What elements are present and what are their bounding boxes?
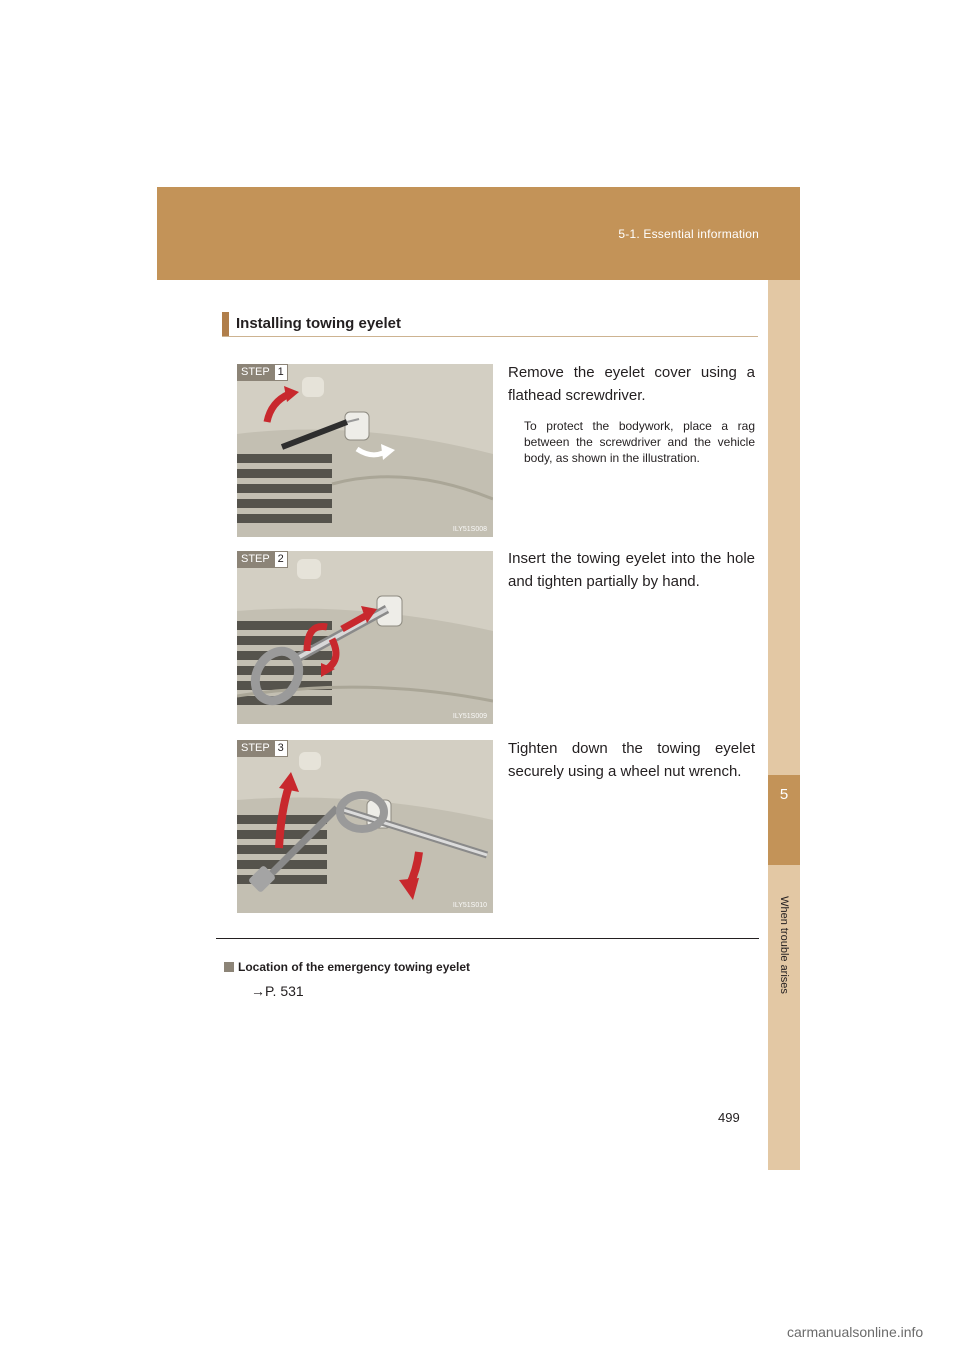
step-3-badge-label: STEP <box>237 740 274 757</box>
side-strip <box>768 280 800 1170</box>
subsection-title: Installing towing eyelet <box>236 315 402 332</box>
info-heading <box>224 960 470 974</box>
step-3-badge-number: 3 <box>274 740 288 757</box>
step-3-code: ILY51S010 <box>452 902 487 909</box>
step-1-code: ILY51S008 <box>452 526 487 533</box>
step-1-illustration <box>237 364 493 537</box>
info-heading-text: Location of the emergency towing eyelet <box>238 960 471 974</box>
subsection-bar <box>222 312 229 336</box>
step-1-badge-number: 1 <box>274 364 288 381</box>
step-2-badge-number: 2 <box>274 551 288 568</box>
chapter-number: 5 <box>779 786 789 803</box>
step-2-text: Insert the towing eyelet into the hole and tighten partially by hand. <box>508 550 755 590</box>
watermark: carmanualsonline.info <box>787 1324 924 1340</box>
step-2-code: ILY51S009 <box>452 713 487 720</box>
step-1-text: Remove the eyelet cover using a flathead screwdriver. <box>508 364 755 404</box>
chapter-label-text: When trouble arises <box>778 896 790 994</box>
section-title: 5-1. Essential information <box>618 227 759 241</box>
step-1-badge <box>237 364 288 381</box>
subsection-header <box>222 312 758 337</box>
step-1-badge-label: STEP <box>237 364 274 381</box>
chapter-label <box>772 880 796 1010</box>
step-1-note: To protect the bodywork, place a rag between the screwdriver and the vehicle body, as shown in the illustration. <box>524 419 755 465</box>
step-2-badge <box>237 551 288 568</box>
square-bullet-icon <box>224 962 234 972</box>
step-3-badge <box>237 740 288 757</box>
step-2-illustration <box>237 551 493 724</box>
info-reference: →P. 531 <box>251 983 304 999</box>
step-3-illustration <box>237 740 493 913</box>
step-2-badge-label: STEP <box>237 551 274 568</box>
step-3-text: Tighten down the towing eyelet securely using a wheel nut wrench. <box>508 740 755 780</box>
divider-rule <box>216 938 759 939</box>
page-number: 499 <box>718 1110 740 1125</box>
